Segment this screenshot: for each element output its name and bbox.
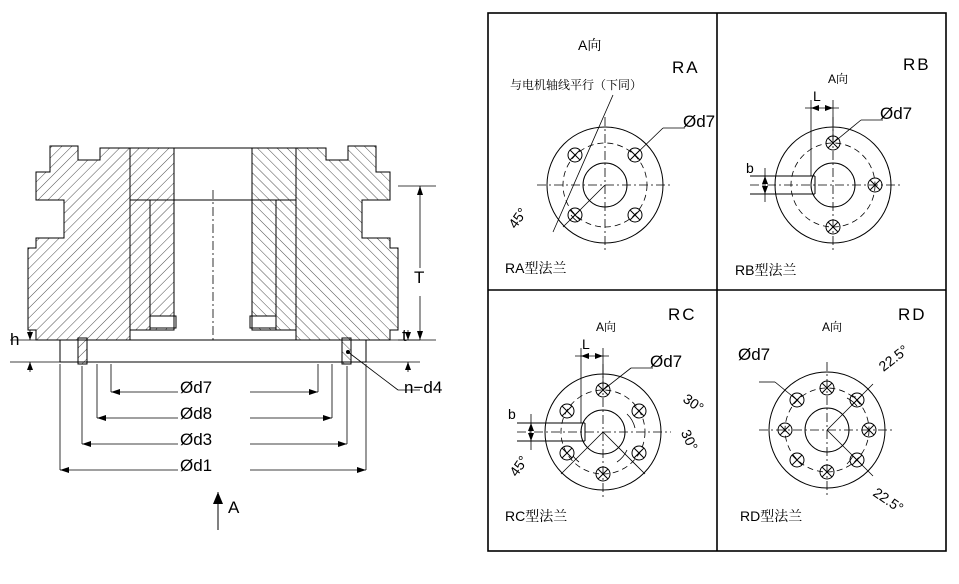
dim-label-d8: Ød8 <box>180 404 213 423</box>
dim-label-t: t <box>402 326 407 345</box>
rd-view-label: A向 <box>822 320 843 334</box>
ra-view-label: A向 <box>578 37 602 53</box>
rc-dim-L: L <box>582 336 590 352</box>
rc-code: RC <box>668 305 697 324</box>
rb-caption: RB型法兰 <box>735 262 797 278</box>
ra-code: RA <box>672 58 700 77</box>
rc-angle-30-b: 30° <box>677 427 702 453</box>
rc-view-label: A向 <box>596 320 617 334</box>
dim-label-d7: Ød7 <box>180 378 213 397</box>
rc-angle-45: 45° <box>505 452 532 480</box>
rd-angle-22-5-a: 22.5° <box>875 341 912 375</box>
ra-hole-label: Ød7 <box>683 112 716 131</box>
rb-code: RB <box>903 55 931 74</box>
rb-dim-L: L <box>813 88 821 104</box>
rc-angle-30-a: 30° <box>680 390 707 416</box>
ra-angle-45: 45° <box>505 204 531 232</box>
rb-hole-label: Ød7 <box>880 104 913 123</box>
dim-label-d1: Ød1 <box>180 456 213 475</box>
rc-dim-b: b <box>508 406 516 422</box>
rd-angle-22-5-b: 22.5° <box>870 484 907 516</box>
section-view-svg <box>0 0 470 584</box>
rb-view-label: A向 <box>828 72 849 86</box>
dim-label-d3: Ød3 <box>180 430 213 449</box>
view-arrow-label-A: A <box>228 498 240 517</box>
dim-label-T: T <box>414 268 425 287</box>
rd-hole-label: Ød7 <box>738 345 771 364</box>
dim-label-h: h <box>10 330 20 349</box>
dim-label-n-d4: n−d4 <box>404 378 443 397</box>
rc-caption: RC型法兰 <box>505 508 568 524</box>
rc-hole-label: Ød7 <box>650 352 683 371</box>
ra-caption: RA型法兰 <box>505 260 567 276</box>
rb-dim-b: b <box>746 160 754 176</box>
rd-caption: RD型法兰 <box>740 508 803 524</box>
rd-code: RD <box>898 305 927 324</box>
ra-note: 与电机轴线平行（下同） <box>510 78 643 92</box>
